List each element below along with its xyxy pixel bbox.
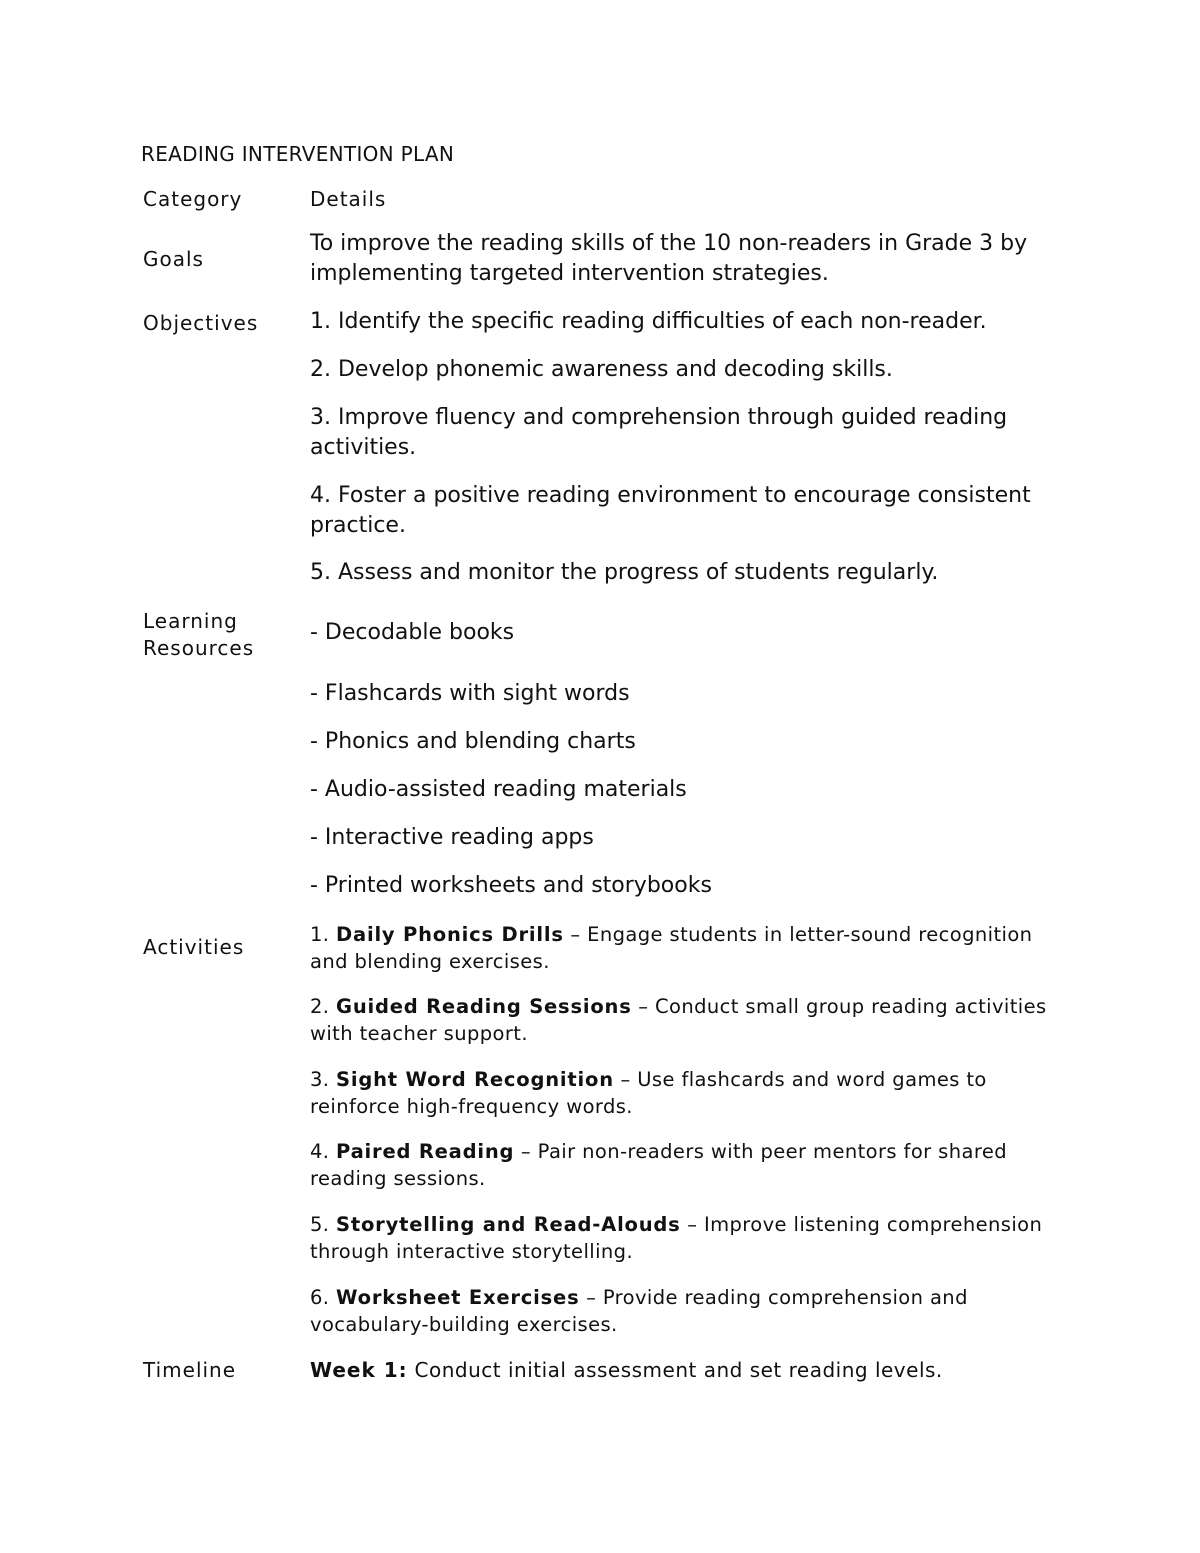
objective-item: 4. Foster a positive reading environment to encourage consistent practice.: [310, 483, 1031, 538]
resource-item: - Printed worksheets and storybooks: [310, 873, 712, 898]
resource-item: - Decodable books: [310, 620, 515, 645]
activity-description: – Provide reading comprehension and vocabulary-building exercises.: [310, 1286, 968, 1336]
activity-number: 4.: [310, 1140, 337, 1163]
resource-item: - Phonics and blending charts: [310, 729, 636, 754]
learning-resources-label-line1: Learning: [143, 609, 238, 633]
resource-item: - Audio-assisted reading materials: [310, 777, 687, 802]
resource-item: - Flashcards with sight words: [310, 681, 630, 706]
header-category: Category: [143, 187, 243, 211]
activity-name: Worksheet Exercises: [336, 1286, 580, 1309]
activity-name: Guided Reading Sessions: [336, 995, 632, 1018]
activity-number: 5.: [310, 1213, 337, 1236]
activity-item: [310, 921, 1070, 975]
activity-item: [310, 993, 1070, 1047]
goals-text: To improve the reading skills of the 10 non-readers in Grade 3 by implementing targeted intervention strategies.: [310, 231, 1028, 286]
activity-name: Paired Reading: [336, 1140, 515, 1163]
activity-item: [310, 1138, 1070, 1192]
objective-item: 3. Improve fluency and comprehension through guided reading activities.: [310, 405, 1008, 460]
activity-name: Storytelling and Read-Alouds: [336, 1213, 681, 1236]
activity-number: 3.: [310, 1068, 337, 1091]
learning-resources-label-line2: Resources: [143, 636, 255, 660]
activity-name: Daily Phonics Drills: [336, 923, 564, 946]
activity-item: [310, 1066, 1070, 1120]
objective-item: 2. Develop phonemic awareness and decoding skills.: [310, 357, 893, 382]
activity-description: – Improve listening comprehension through interactive storytelling.: [310, 1213, 1043, 1263]
objective-item: 5. Assess and monitor the progress of students regularly.: [310, 560, 939, 585]
activity-description: – Engage students in letter-sound recognition and blending exercises.: [310, 923, 1033, 973]
timeline-week-text: Conduct initial assessment and set reading levels.: [407, 1358, 943, 1382]
activity-number: 6.: [310, 1286, 337, 1309]
learning-resources-label: [143, 608, 254, 662]
activity-description: – Conduct small group reading activities with teacher support.: [310, 995, 1047, 1045]
activities-label: Activities: [143, 935, 245, 959]
activity-description: – Use flashcards and word games to reinforce high-frequency words.: [310, 1068, 987, 1118]
objectives-label: Objectives: [143, 311, 259, 335]
timeline-label: Timeline: [143, 1358, 237, 1382]
header-details: Details: [310, 187, 387, 211]
objective-item: 1. Identify the specific reading difficulties of each non-reader.: [310, 309, 987, 334]
activity-number: 2.: [310, 995, 337, 1018]
activity-number: 1.: [310, 923, 337, 946]
goals-label: Goals: [143, 247, 204, 271]
activity-item: [310, 1211, 1070, 1265]
timeline-week-1: [310, 1357, 1070, 1384]
document-title: READING INTERVENTION PLAN: [141, 142, 455, 166]
resource-item: - Interactive reading apps: [310, 825, 594, 850]
activity-name: Sight Word Recognition: [336, 1068, 614, 1091]
activity-description: – Pair non-readers with peer mentors for shared reading sessions.: [310, 1140, 1007, 1190]
activity-item: [310, 1284, 1070, 1338]
timeline-week-label: Week 1:: [310, 1358, 408, 1382]
